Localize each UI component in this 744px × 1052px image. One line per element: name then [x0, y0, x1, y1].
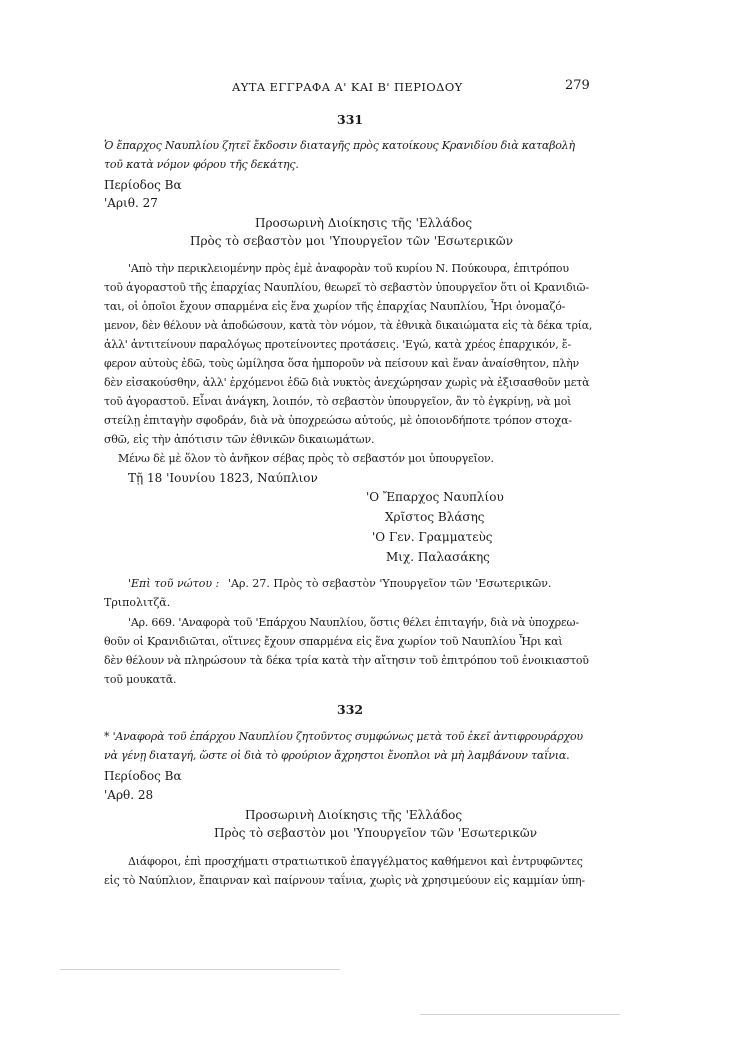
body-line: τοῦ ἀγοραστοῦ. Εἶναι ἀνάγκη, λοιπόν, τὸ σεβαστὸν ὑπουργεῖον, ἂν τὸ ἐγκρίνῃ, νὰ μοὶ: [104, 395, 572, 408]
verso-label: 'Επὶ τοῦ νώτου :: [128, 577, 220, 590]
note-line: δὲν θέλουν νὰ πληρώσουν τὰ δέκα τρία κατὰ τὴν αἴτησιν τοῦ ἐπιτρόπου τοῦ ἐνοικιαστοῦ: [104, 654, 589, 667]
period-label: Περίοδος Βα: [104, 178, 182, 192]
letter-heading: Προσωρινὴ Διοίκησις τῆς 'Ελλάδος: [245, 808, 463, 822]
document-number: 331: [337, 112, 364, 127]
scan-artifact: [420, 1014, 620, 1015]
verso-text: Τριπολιτζᾶ.: [104, 596, 171, 609]
body-line: μενον, δὲν θέλουν νὰ ἀποδώσουν, κατὰ τὸν νόμον, τὰ ἐθνικὰ δικαιώματα εἰς τὰ δέκα τρία,: [104, 319, 593, 332]
body-line: εἰς τὸ Ναύπλιον, ἔπαιρναν καὶ παίρνουν ταΐνια, χωρὶς νὰ χρησιμεύουν εἰς καμμίαν ὑπη-: [104, 874, 585, 887]
document-summary-line: τοῦ κατὰ νόμον φόρου τῆς δεκάτης.: [104, 158, 299, 171]
signature-name: Χρῖστος Βλάσης: [385, 510, 485, 524]
document-summary-line: Ὁ ἔπαρχος Ναυπλίου ζητεῖ ἔκδοσιν διαταγῆς πρὸς κατοίκους Κρανιδίου διὰ καταβολὴ: [104, 139, 575, 152]
running-title: ΑΥΤΑ ΕΓΓΡΑΦΑ Α' ΚΑΙ Β' ΠΕΡΙΟΔΟΥ: [232, 80, 463, 94]
body-line: στείλῃ ἐπιταγὴν σφοδράν, διὰ νὰ ὑποχρεώσω αὐτούς, μὲ ὁποιονδήποτε τρόπον στοχα-: [104, 414, 572, 427]
letter-date: Τῇ 18 'Ιουνίου 1823, Ναύπλιον: [128, 471, 318, 485]
note-line: τοῦ μουκατᾶ.: [104, 673, 177, 686]
signature-name: Μιχ. Παλασάκης: [386, 550, 490, 564]
closing-line: Μένω δὲ μὲ ὅλον τὸ ἀνῆκον σέβας πρὸς τὸ σεβαστόν μοι ὑπουργεῖον.: [118, 452, 494, 465]
page-number: 279: [565, 78, 590, 93]
document-summary-line: * 'Αναφορὰ τοῦ ἐπάρχου Ναυπλίου ζητοῦντος συμφώνως μετὰ τοῦ ἐκεῖ ἀντιφρουράρχου: [104, 730, 583, 743]
signature-title: 'Ο Γεν. Γραμματεὺς: [372, 530, 493, 544]
signature-title: 'Ο Ἔπαρχος Ναυπλίου: [366, 490, 504, 504]
body-line: ἀλλ' ἀντιτείνουν παραλόγως προτείνοντες προτάσεις. 'Εγώ, κατὰ χρέος ἐπαρχικόν, ἔ-: [104, 338, 572, 351]
verso-text: 'Αρ. 27. Πρὸς τὸ σεβαστὸν 'Υπουργεῖον τῶν 'Εσωτερικῶν.: [228, 577, 552, 590]
body-line: 'Απὸ τὴν περικλειομένην πρὸς ἐμὲ ἀναφορὰν τοῦ κυρίου Ν. Πούκουρα, ἐπιτρόπου: [128, 262, 569, 275]
document-number: 332: [337, 702, 364, 717]
note-line: θοῦν οἱ Κρανιδιῶται, οἵτινες ἔχουν σπαρμένα εἰς ἕνα χωρίον τοῦ Ναυπλίου Ἦρι καὶ: [104, 635, 563, 648]
arith-label: 'Αριθ. 27: [104, 196, 158, 210]
period-label: Περίοδος Βα: [104, 769, 182, 783]
body-line: δὲν εἰσακούσθην, ἀλλ' ἐρχόμενοι ἐδῶ διὰ νυκτὸς ἀνεχώρησαν χωρὶς νὰ ἐξισασθοῦν μετὰ: [104, 376, 590, 389]
body-line: τοῦ ἀγοραστοῦ τῆς ἐπαρχίας Ναυπλίου, θεωρεῖ τὸ σεβαστὸν ὑπουργεῖον ὅτι οἱ Κρανιδιῶ-: [104, 281, 589, 294]
note-line: 'Αρ. 669. 'Αναφορὰ τοῦ 'Επάρχου Ναυπλίου, ὅστις θέλει ἐπιταγήν, διὰ νὰ ὑποχρεω-: [128, 616, 579, 629]
letter-recipient: Πρὸς τὸ σεβαστὸν μοι 'Υπουργεῖον τῶν 'Εσωτερικῶν: [190, 234, 513, 248]
body-line: σθῶ, εἰς τὴν ἀπότισιν τῶν ἐθνικῶν δικαιωμάτων.: [104, 433, 375, 446]
scan-artifact: [60, 969, 340, 970]
arith-label: 'Αρθ. 28: [104, 788, 154, 802]
document-summary-line: νὰ γένῃ διαταγή, ὥστε οἱ διὰ τὸ φρούριον ἄχρηστοι ἔνοπλοι νὰ μὴ λαμβάνουν ταΐνια.: [104, 749, 570, 762]
body-line: φερον αὐτοὺς ἐδῶ, τοὺς ὡμίλησα ὅσα ἠμποροῦν νὰ πείσουν καὶ ἕναν ἀναίσθητον, πλὴν: [104, 357, 580, 370]
body-line: ται, οἱ ὁποῖοι ἔχουν σπαρμένα εἰς ἕνα χωρίον τῆς ἐπαρχίας Ναυπλίου, Ἦρι ὀνομαζό-: [104, 300, 566, 313]
letter-heading: Προσωρινὴ Διοίκησις τῆς 'Ελλάδος: [255, 216, 473, 230]
letter-recipient: Πρὸς τὸ σεβαστὸν μοι 'Υπουργεῖον τῶν 'Εσωτερικῶν: [214, 826, 537, 840]
body-line: Διάφοροι, ἐπὶ προσχήματι στρατιωτικοῦ ἐπαγγέλματος καθήμενοι καὶ ἐντρυφῶντες: [128, 855, 583, 868]
